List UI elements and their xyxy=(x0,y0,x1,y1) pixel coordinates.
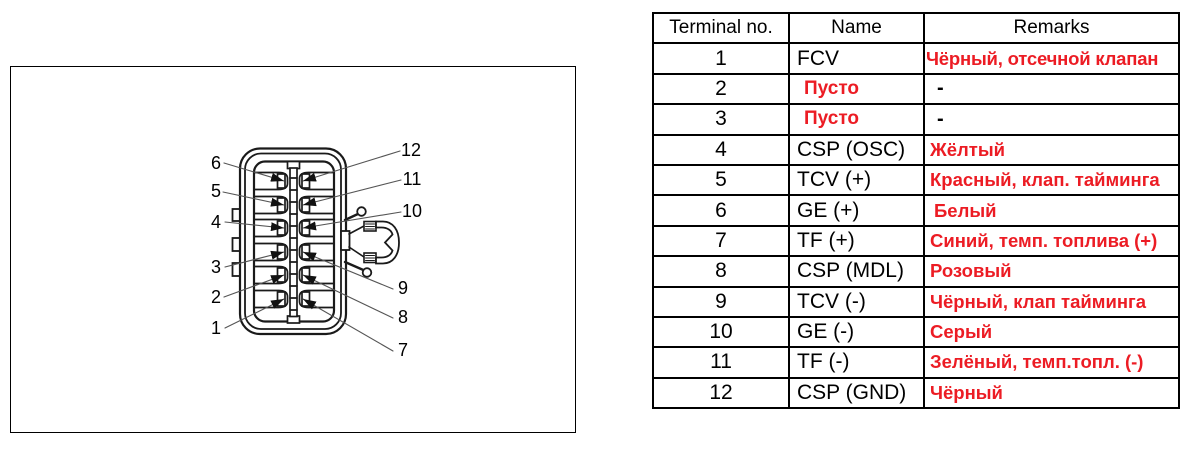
terminal-no: 12 xyxy=(653,378,789,408)
pin-label-7: 7 xyxy=(397,340,409,360)
terminal-remark: - xyxy=(924,74,1179,104)
pin-label-1: 1 xyxy=(210,318,222,338)
connector-figure-panel xyxy=(10,66,576,433)
table-row xyxy=(653,195,1179,225)
table-row xyxy=(653,226,1179,256)
header-remarks: Remarks xyxy=(924,13,1179,43)
terminal-name: CSP (OSC) xyxy=(789,135,924,165)
table-row xyxy=(653,135,1179,165)
terminal-remark: Белый xyxy=(924,195,1179,225)
table-row xyxy=(653,287,1179,317)
terminal-remark: Красный, клап. тайминга xyxy=(924,165,1179,195)
header-name: Name xyxy=(789,13,924,43)
pin-label-4: 4 xyxy=(210,212,222,232)
terminal-no: 9 xyxy=(653,287,789,317)
terminal-no: 8 xyxy=(653,256,789,286)
terminal-name: TCV (+) xyxy=(789,165,924,195)
center-rail xyxy=(288,162,300,324)
terminal-remark: Чёрный xyxy=(924,378,1179,408)
pin-label-2: 2 xyxy=(210,287,222,307)
pin-label-9: 9 xyxy=(397,278,409,298)
pin-label-10: 10 xyxy=(401,201,423,221)
terminal-name: Пусто xyxy=(789,104,924,134)
terminal-name: TF (+) xyxy=(789,226,924,256)
terminal-no: 2 xyxy=(653,74,789,104)
terminal-remark: Серый xyxy=(924,317,1179,347)
terminal-remark: - xyxy=(924,104,1179,134)
table-row xyxy=(653,256,1179,286)
terminal-name: CSP (GND) xyxy=(789,378,924,408)
pin-label-6: 6 xyxy=(210,153,222,173)
terminal-remark: Синий, темп. топлива (+) xyxy=(924,226,1179,256)
connector-diagram xyxy=(11,67,577,434)
terminal-no: 5 xyxy=(653,165,789,195)
latch-clip xyxy=(341,207,399,277)
pin-label-5: 5 xyxy=(210,181,222,201)
terminal-name: GE (+) xyxy=(789,195,924,225)
terminal-remark: Чёрный, клап тайминга xyxy=(924,287,1179,317)
terminal-no: 1 xyxy=(653,43,789,73)
table-row xyxy=(653,165,1179,195)
table-header-row xyxy=(653,13,1179,43)
pin-label-11: 11 xyxy=(402,169,422,189)
table-row xyxy=(653,378,1179,408)
terminal-no: 10 xyxy=(653,317,789,347)
terminal-no: 4 xyxy=(653,135,789,165)
table-row xyxy=(653,317,1179,347)
terminal-name: GE (-) xyxy=(789,317,924,347)
terminal-name: FCV xyxy=(789,43,924,73)
table-row xyxy=(653,43,1179,73)
pin-label-3: 3 xyxy=(210,257,222,277)
pin-label-12: 12 xyxy=(400,140,422,160)
terminal-remark: Зелёный, темп.топл. (-) xyxy=(924,347,1179,377)
terminal-no: 6 xyxy=(653,195,789,225)
pin-label-8: 8 xyxy=(397,307,409,327)
terminal-name: CSP (MDL) xyxy=(789,256,924,286)
terminal-remark: Чёрный, отсечной клапан xyxy=(924,43,1179,73)
table-row xyxy=(653,347,1179,377)
terminal-no: 3 xyxy=(653,104,789,134)
terminal-remark: Розовый xyxy=(924,256,1179,286)
terminal-no: 7 xyxy=(653,226,789,256)
terminal-name: TF (-) xyxy=(789,347,924,377)
table-row xyxy=(653,74,1179,104)
pinout-table xyxy=(652,12,1180,409)
terminal-no: 11 xyxy=(653,347,789,377)
table-row xyxy=(653,104,1179,134)
terminal-remark: Жёлтый xyxy=(924,135,1179,165)
header-terminal-no: Terminal no. xyxy=(653,13,789,43)
terminal-name: TCV (-) xyxy=(789,287,924,317)
terminal-name: Пусто xyxy=(789,74,924,104)
